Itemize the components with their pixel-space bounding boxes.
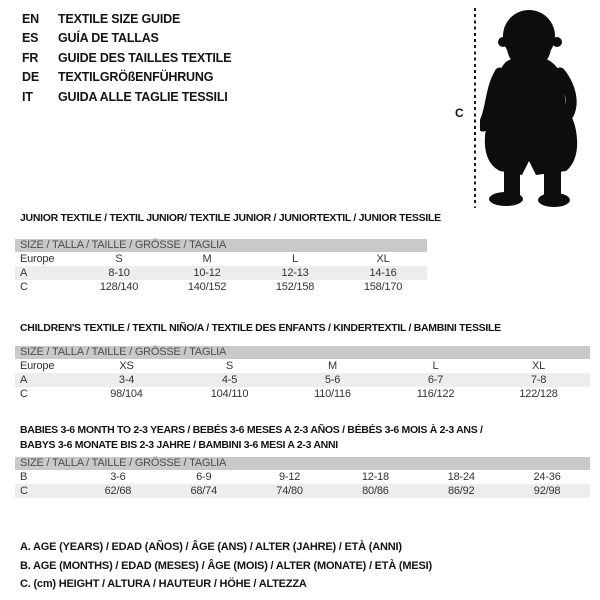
size-value: XL — [531, 360, 546, 372]
language-row — [22, 91, 231, 104]
size-value: 8-10 — [75, 266, 163, 280]
table-row — [15, 484, 590, 498]
footnote-line: A. AGE (YEARS) / EDAD (AÑOS) / ÂGE (ANS) / ALTER (JAHRE) / ETÀ (ANNI) — [20, 541, 402, 553]
table-title-line: BABIES 3-6 MONTH TO 2-3 YEARS / BEBÉS 3-6 MESES A 2-3 AÑOS / BÉBÉS 3-6 MOIS À 2-3 ANS / — [20, 424, 483, 436]
language-code: EN — [22, 12, 39, 26]
size-value: M — [202, 253, 212, 265]
table-row — [15, 359, 590, 373]
table-row — [15, 266, 427, 280]
language-row — [22, 32, 231, 45]
row-label: B — [20, 471, 28, 483]
size-value: 12-18 — [361, 471, 389, 483]
junior-textile-section — [15, 211, 441, 294]
language-guide-title: GUIDE DES TAILLES TEXTILE — [58, 50, 232, 65]
size-value: 98/104 — [110, 388, 143, 400]
size-value: 14-16 — [339, 266, 427, 280]
size-header-cell: SIZE / TALLA / TAILLE / GRÖSSE / TAGLIA — [15, 457, 590, 470]
table-title-line: BABYS 3-6 MONATE BIS 2-3 JAHRE / BAMBINI 3-6 MESI A 2-3 ANNI — [20, 439, 338, 451]
language-code: DE — [22, 70, 39, 85]
legend-footnotes — [20, 538, 432, 594]
row-label: A — [15, 266, 75, 280]
size-value: 5-6 — [281, 373, 384, 387]
size-value: 4-5 — [178, 373, 281, 387]
size-value: 6-7 — [384, 373, 487, 387]
babies-textile-section — [15, 423, 590, 498]
table-row — [15, 252, 427, 266]
size-header-cell: SIZE / TALLA / TAILLE / GRÖSSE / TAGLIA — [15, 346, 590, 359]
size-value: 104/110 — [210, 388, 249, 400]
table-row — [15, 470, 590, 484]
size-value: 9-12 — [278, 471, 301, 483]
table-title-line: JUNIOR TEXTILE / TEXTIL JUNIOR/ TEXTILE JUNIOR / JUNIORTEXTIL / JUNIOR TESSILE — [20, 212, 441, 224]
size-value: 110/116 — [314, 388, 351, 400]
size-table-header-row — [15, 346, 590, 359]
size-value: 68/74 — [161, 484, 247, 498]
toddler-silhouette-image — [480, 9, 580, 208]
size-value: 140/152 — [187, 281, 227, 293]
size-value: 6-9 — [196, 471, 212, 483]
language-guide-title: TEXTILE SIZE GUIDE — [58, 12, 181, 26]
size-value: 10-12 — [163, 266, 251, 280]
size-value: 86/92 — [418, 484, 504, 498]
language-row — [22, 13, 231, 26]
language-code: FR — [22, 50, 39, 65]
language-guide-title: GUÍA DE TALLAS — [58, 31, 159, 46]
size-value: 62/68 — [75, 484, 161, 498]
size-table-header-row — [15, 239, 427, 252]
row-label: C — [15, 484, 75, 498]
size-header-cell: SIZE / TALLA / TAILLE / GRÖSSE / TAGLIA — [15, 239, 427, 252]
size-value: M — [328, 360, 337, 372]
size-value: 116/122 — [416, 388, 455, 400]
height-dashed-line — [474, 8, 476, 208]
size-value: S — [225, 360, 234, 372]
size-value: 92/98 — [504, 484, 590, 498]
size-table — [15, 457, 590, 498]
language-guide-title: TEXTILGRÖßENFÜHRUNG — [58, 70, 214, 85]
size-value: 152/158 — [275, 281, 315, 293]
size-value: 128/140 — [99, 281, 139, 293]
language-code: ES — [22, 31, 39, 46]
language-row — [22, 71, 231, 84]
size-value: 3-6 — [110, 471, 126, 483]
table-row — [15, 387, 590, 401]
height-measure-label: C — [455, 106, 464, 120]
size-value: L — [292, 253, 298, 265]
size-value: 158/170 — [363, 281, 403, 293]
size-value: 18-24 — [447, 471, 475, 483]
language-code: IT — [22, 89, 33, 104]
size-table — [15, 346, 590, 401]
footnote-line: B. AGE (MONTHS) / EDAD (MESES) / ÂGE (MOIS) / ALTER (MONATE) / ETÀ (MESI) — [20, 559, 432, 572]
size-value: XS — [119, 360, 134, 372]
size-value: 7-8 — [487, 373, 590, 387]
table-title-line: CHILDREN'S TEXTILE / TEXTIL NIÑO/A / TEXTILE DES ENFANTS / KINDERTEXTIL / BAMBINI TESSILE — [20, 322, 501, 334]
language-row — [22, 52, 231, 65]
table-row — [15, 280, 427, 294]
row-label: Europe — [20, 253, 55, 265]
size-value: L — [432, 360, 439, 372]
table-row — [15, 373, 590, 387]
size-value: XL — [376, 253, 390, 265]
row-label: Europe — [20, 360, 55, 372]
size-value: 3-4 — [75, 373, 178, 387]
language-guide-title: GUIDA ALLE TAGLIE TESSILI — [58, 89, 228, 104]
size-value: 74/80 — [247, 484, 333, 498]
size-value: 122/128 — [519, 388, 558, 400]
row-label: A — [15, 373, 75, 387]
children-textile-section — [15, 321, 590, 401]
size-value: 80/86 — [332, 484, 418, 498]
size-value: S — [115, 253, 123, 265]
row-label: C — [20, 281, 28, 293]
size-value: 24-36 — [533, 471, 561, 483]
row-label: C — [20, 388, 28, 400]
size-table — [15, 239, 427, 294]
size-value: 12-13 — [251, 266, 339, 280]
size-table-header-row — [15, 457, 590, 470]
footnote-line: C. (cm) HEIGHT / ALTURA / HAUTEUR / HÖHE / ALTEZZA — [20, 578, 307, 591]
language-title-block — [22, 13, 231, 110]
